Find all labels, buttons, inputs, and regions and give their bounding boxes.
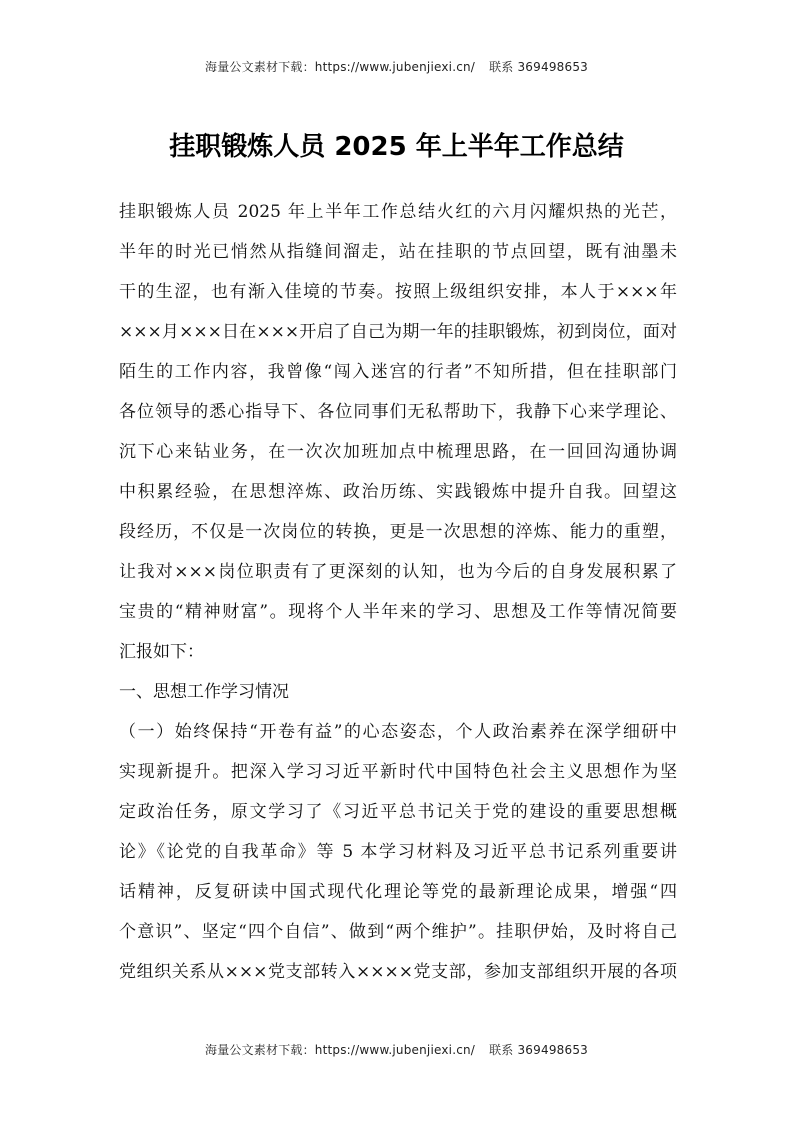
- body-line: 中积累经验，在思想淬炼、政治历练、实践锻炼中提升自我。回望这: [119, 482, 677, 502]
- body-line: 实现新提升。把深入学习习近平新时代中国特色社会主义思想作为坚: [119, 762, 677, 782]
- body-line: 个意识”、坚定“四个自信”、做到“两个维护”。挂职伊始，及时将自己: [119, 922, 677, 942]
- header-contact: 联系 369498653: [489, 60, 588, 74]
- footer-download-label: 海量公文素材下载：https://www.jubenjiexi.cn/: [205, 1043, 476, 1057]
- body-line: 挂职锻炼人员 2025 年上半年工作总结火红的六月闪耀炽热的光芒，: [119, 202, 677, 222]
- body-line: 让我对×××岗位职责有了更深刻的认知，也为今后的自身发展积累了: [119, 562, 677, 582]
- body-line: 定政治任务，原文学习了《习近平总书记关于党的建设的重要思想概: [119, 802, 677, 822]
- page-header: [0, 58, 793, 75]
- body-line: 汇报如下：: [119, 642, 204, 662]
- body-line: 半年的时光已悄然从指缝间溜走，站在挂职的节点回望，既有油墨未: [119, 242, 677, 262]
- body-line: ×××月×××日在×××开启了自己为期一年的挂职锻炼，初到岗位，面对: [119, 322, 677, 342]
- document-body: [119, 192, 677, 992]
- section-heading: 一、思想工作学习情况: [119, 682, 289, 702]
- footer-contact: 联系 369498653: [489, 1043, 588, 1057]
- page-footer: [0, 1041, 793, 1058]
- body-line: 话精神，反复研读中国式现代化理论等党的最新理论成果，增强“四: [119, 882, 677, 902]
- body-line: 论》《论党的自我革命》等 5 本学习材料及习近平总书记系列重要讲: [119, 842, 677, 862]
- body-line: 段经历，不仅是一次岗位的转换，更是一次思想的淬炼、能力的重塑，: [119, 522, 677, 542]
- body-line: （一）始终保持“开卷有益”的心态姿态，个人政治素养在深学细研中: [119, 722, 677, 742]
- body-line: 干的生涩，也有渐入佳境的节奏。按照上级组织安排，本人于×××年: [119, 282, 677, 302]
- body-line: 各位领导的悉心指导下、各位同事们无私帮助下，我静下心来学理论、: [119, 402, 677, 422]
- body-line: 宝贵的“精神财富”。现将个人半年来的学习、思想及工作等情况简要: [119, 602, 677, 622]
- document-title: 挂职锻炼人员 2025 年上半年工作总结: [169, 132, 624, 162]
- header-download-label: 海量公文素材下载：https://www.jubenjiexi.cn/: [205, 60, 476, 74]
- body-line: 陌生的工作内容，我曾像“闯入迷宫的行者”不知所措，但在挂职部门: [119, 362, 677, 382]
- body-line: 沉下心来钻业务，在一次次加班加点中梳理思路，在一回回沟通协调: [119, 442, 677, 462]
- body-line: 党组织关系从×××党支部转入××××党支部，参加支部组织开展的各项: [119, 962, 677, 982]
